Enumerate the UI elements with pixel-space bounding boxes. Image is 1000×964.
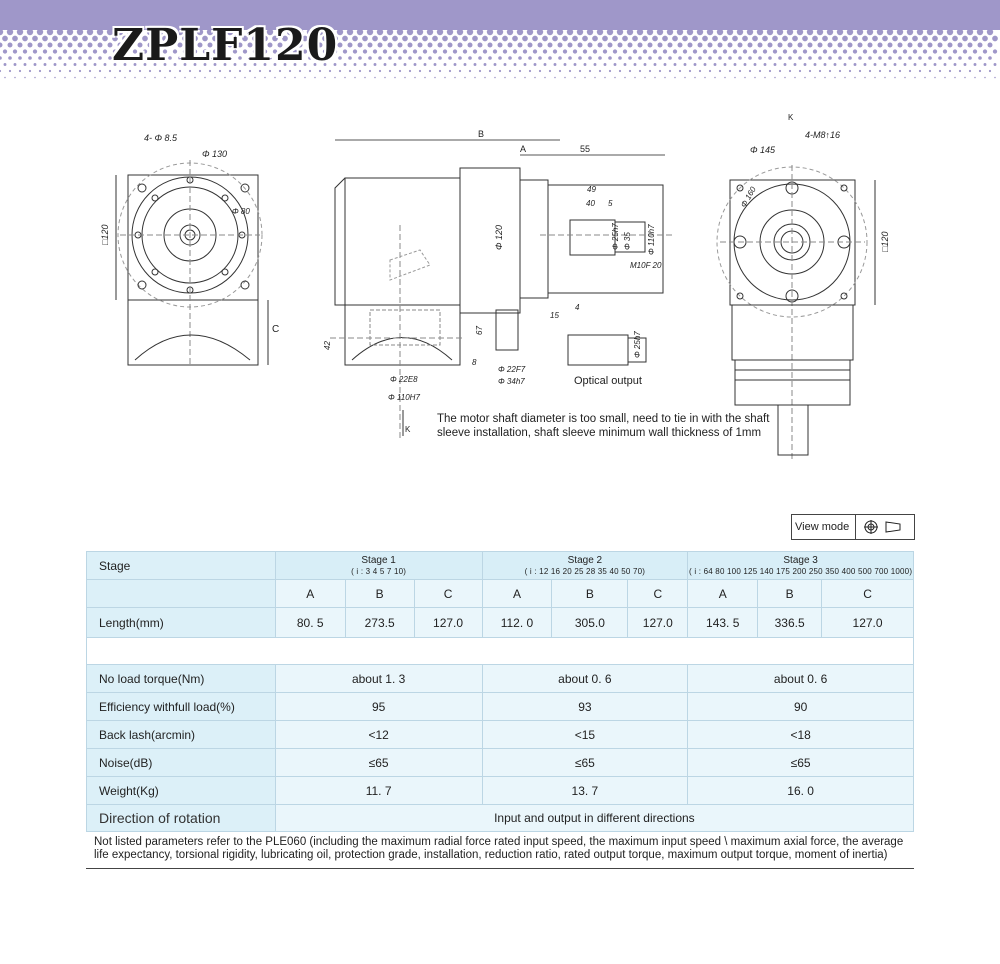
spec-row-value: ≤65 (275, 749, 482, 777)
spec-table (86, 551, 914, 832)
sub-header-cell: B (758, 580, 822, 608)
svg-text:Φ 22F7: Φ 22F7 (498, 365, 526, 374)
svg-text:Φ 25h7: Φ 25h7 (633, 331, 642, 358)
length-value: 143. 5 (688, 608, 758, 638)
rotation-value: Input and output in different directions (275, 805, 913, 832)
length-value: 112. 0 (482, 608, 552, 638)
svg-text:C: C (272, 324, 280, 335)
first-angle-circle-icon (864, 520, 878, 534)
footnote-text: Not listed parameters refer to the PLE060 (including the maximum radial force rated input speed, the maximum input speed \ maximum axial force, the average life expectancy, torsional rigidity, lubricating oil, protection grade, installation, reduction ratio, rated output torque, maximum output torque, moment of inertia) (86, 832, 914, 869)
sub-header-cell: A (482, 580, 552, 608)
svg-text:4: 4 (575, 303, 580, 312)
svg-text:42: 42 (323, 341, 332, 350)
optical-output-label: Optical output (574, 375, 642, 387)
spec-row-label: No load torque(Nm) (87, 665, 276, 693)
middle-view-drawing (323, 129, 675, 440)
spacer-row (87, 638, 914, 665)
stage-3-header (688, 552, 914, 580)
footnote-table (86, 832, 914, 869)
spec-row-value: 11. 7 (275, 777, 482, 805)
length-value: 336.5 (758, 608, 822, 638)
svg-text:Φ 22E8: Φ 22E8 (390, 375, 418, 384)
sub-header-cell: C (822, 580, 914, 608)
spec-row-value: ≤65 (688, 749, 914, 777)
stage-1-header (275, 552, 482, 580)
svg-text:40: 40 (586, 199, 595, 208)
svg-text:8: 8 (472, 358, 477, 367)
sub-header-row (87, 580, 914, 608)
header-banner (0, 0, 1000, 82)
svg-text:Φ 34h7: Φ 34h7 (498, 377, 525, 386)
spec-row-value: 95 (275, 693, 482, 721)
spec-row-value: 90 (688, 693, 914, 721)
length-row (87, 608, 914, 638)
length-value: 273.5 (345, 608, 414, 638)
svg-text:□120: □120 (100, 224, 110, 245)
svg-text:B: B (478, 129, 485, 139)
svg-text:67: 67 (475, 326, 484, 335)
spec-row-value: <12 (275, 721, 482, 749)
spec-row-value: ≤65 (482, 749, 688, 777)
sub-header-cell: A (275, 580, 345, 608)
svg-text:15: 15 (550, 311, 559, 320)
svg-text:Φ 35: Φ 35 (623, 232, 632, 250)
stage-1-name: Stage 1 (361, 554, 396, 566)
stage-3-ratios: ( i : 64 80 100 125 140 175 200 250 350 400 500 700 1000) (689, 566, 913, 576)
rotation-label: Direction of rotation (87, 805, 276, 832)
length-value: 127.0 (628, 608, 688, 638)
spec-row (87, 693, 914, 721)
svg-text:K: K (405, 425, 411, 434)
projection-trapezoid-icon (884, 520, 902, 534)
svg-text:Φ 110h7: Φ 110h7 (647, 224, 656, 255)
note-line: The motor shaft diameter is too small, need to tie in with the shaft (437, 413, 770, 425)
sub-header-cell: C (414, 580, 482, 608)
length-label: Length(mm) (87, 608, 276, 638)
spec-row-value: about 0. 6 (482, 665, 688, 693)
spec-row (87, 665, 914, 693)
length-value: 80. 5 (275, 608, 345, 638)
stage-2-ratios: ( i : 12 16 20 25 28 35 40 50 70) (524, 566, 646, 576)
svg-text:Φ 110H7: Φ 110H7 (388, 393, 420, 402)
spec-row-value: about 0. 6 (688, 665, 914, 693)
right-view-drawing (717, 113, 890, 460)
view-mode-label: View mode (792, 515, 856, 539)
sub-header-cell: A (688, 580, 758, 608)
spec-row-value: <15 (482, 721, 688, 749)
shaft-sleeve-note (437, 412, 769, 440)
svg-text:55: 55 (580, 144, 591, 154)
length-value: 305.0 (552, 608, 628, 638)
svg-text:A: A (520, 144, 527, 154)
sub-header-cell: C (628, 580, 688, 608)
svg-text:4-M8↑16: 4-M8↑16 (805, 130, 841, 140)
svg-text:M10F 20: M10F 20 (630, 261, 662, 270)
spec-row (87, 777, 914, 805)
svg-text:5: 5 (608, 199, 613, 208)
spec-row-label: Back lash(arcmin) (87, 721, 276, 749)
sub-header-cell: B (552, 580, 628, 608)
spec-row-value: 13. 7 (482, 777, 688, 805)
sub-header-blank (87, 580, 276, 608)
stage-header-row (87, 552, 914, 580)
spec-row-label: Efficiency withfull load(%) (87, 693, 276, 721)
svg-text:4- Φ 8.5: 4- Φ 8.5 (144, 133, 178, 143)
svg-text:Φ 145: Φ 145 (750, 145, 776, 155)
note-line: sleeve installation, shaft sleeve minimum wall thickness of 1mm (437, 427, 762, 439)
rotation-row (87, 805, 914, 832)
svg-text:Φ 120: Φ 120 (494, 224, 504, 250)
svg-text:49: 49 (587, 185, 596, 194)
svg-text:Φ 80: Φ 80 (232, 207, 250, 216)
spec-row-value: 16. 0 (688, 777, 914, 805)
stage-3-name: Stage 3 (783, 554, 818, 566)
stage-label: Stage (87, 552, 276, 580)
spec-row-value: 93 (482, 693, 688, 721)
stage-2-name: Stage 2 (567, 554, 603, 566)
spec-row-label: Weight(Kg) (87, 777, 276, 805)
page-title: ZPLF120 (112, 20, 339, 71)
spec-row-value: <18 (688, 721, 914, 749)
length-value: 127.0 (822, 608, 914, 638)
left-view-drawing (100, 133, 279, 365)
svg-text:Φ 130: Φ 130 (202, 149, 228, 159)
spec-row (87, 749, 914, 777)
svg-text:□120: □120 (880, 231, 890, 252)
view-mode-box (791, 514, 915, 540)
stage-2-header (482, 552, 688, 580)
svg-text:Φ 25h7: Φ 25h7 (611, 223, 620, 250)
svg-text:K: K (788, 113, 794, 122)
spec-row (87, 721, 914, 749)
spec-row-value: about 1. 3 (275, 665, 482, 693)
stage-1-ratios: ( i : 3 4 5 7 10) (351, 566, 407, 576)
svg-text:Φ 160: Φ 160 (738, 185, 758, 209)
sub-header-cell: B (345, 580, 414, 608)
length-value: 127.0 (414, 608, 482, 638)
spec-row-label: Noise(dB) (87, 749, 276, 777)
